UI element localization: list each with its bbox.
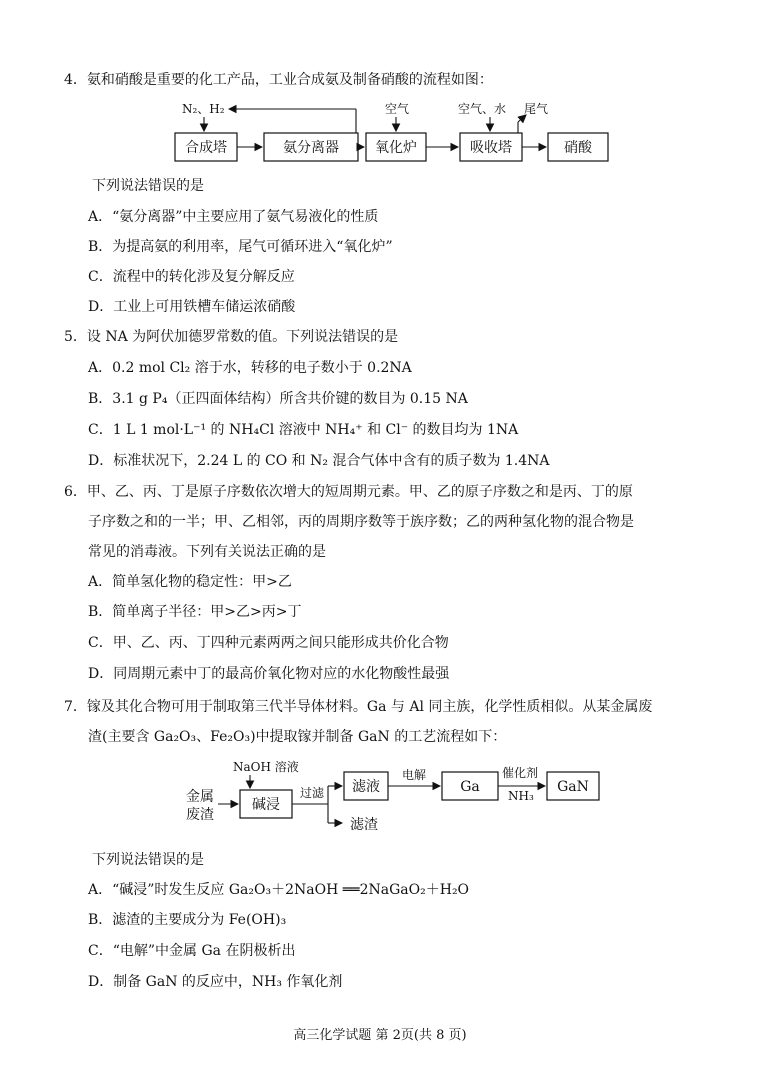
- q4-tail-label: 尾气: [524, 102, 549, 116]
- q4-option-d: D．工业上可用铁槽车储运浓硝酸: [88, 299, 296, 315]
- q7-stem-line-2: 渣(主要含 Ga₂O₃、Fe₂O₃)中提取镓并制备 GaN 的工艺流程如下：: [88, 729, 507, 745]
- q7-residue-label: 滤渣: [350, 817, 378, 833]
- q5-option-a: A．0.2 mol Cl₂ 溶于水，转移的电子数小于 0.2NA: [88, 360, 412, 376]
- q5-stem: 5．设 NA 为阿伏加德罗常数的值。下列说法错误的是: [64, 329, 399, 345]
- page-footer: 高三化学试题 第 2页(共 8 页): [293, 1028, 467, 1043]
- q6-option-a: A．简单氢化物的稳定性：甲>乙: [88, 574, 292, 590]
- q7-option-c: C．“电解”中金属 Ga 在阴极析出: [88, 943, 296, 959]
- q4-box-nitric-label: 硝酸: [564, 140, 592, 156]
- q7-elec-label: 电解: [402, 768, 427, 782]
- q7-stem-line-1: 7．镓及其化合物可用于制取第三代半导体材料。Ga 与 Al 同主族，化学性质相似。从某金属废: [64, 699, 653, 715]
- q5-option-b: B．3.1 g P₄（正四面体结构）所含共价键的数目为 0.15 NA: [88, 391, 468, 407]
- q4-box-absorber-label: 吸收塔: [470, 140, 512, 156]
- q7-option-b: B．滤渣的主要成分为 Fe(OH)₃: [88, 912, 287, 928]
- q7-filter-label: 过滤: [300, 786, 325, 800]
- q7-nh3-label: NH₃: [508, 789, 534, 803]
- q4-input-label: N₂、H₂: [182, 102, 225, 116]
- q7-box-leach-label: 碱浸: [252, 797, 280, 813]
- q4-stem: 4．氨和硝酸是重要的化工产品，工业合成氨及制备硝酸的流程如图：: [64, 72, 493, 88]
- q4-box-separator-label: 氨分离器: [283, 140, 339, 156]
- q7-reagent-label: NaOH 溶液: [233, 760, 299, 774]
- q7-box-gan-label: GaN: [557, 779, 589, 795]
- q7-catalyst-label: 催化剂: [502, 766, 539, 780]
- q4-option-b: B．为提高氨的利用率，尾气可循环进入“氧化炉”: [88, 239, 393, 255]
- q4-box-oxidizer-label: 氧化炉: [375, 140, 417, 156]
- q6-option-d: D．同周期元素中丁的最高价氧化物对应的水化物酸性最强: [88, 666, 450, 682]
- q7-source-line-1: 金属: [186, 789, 214, 805]
- q7-option-d: D．制备 GaN 的反应中，NH₃ 作氧化剂: [88, 974, 343, 990]
- q7-box-filtrate-label: 滤液: [352, 779, 380, 795]
- q7-question: 下列说法错误的是: [92, 852, 204, 868]
- q7-source-line-2: 废渣: [186, 807, 214, 823]
- q4-air2-label: 空气、水: [458, 102, 507, 116]
- q6-option-b: B．简单离子半径：甲>乙>丙>丁: [88, 604, 302, 620]
- q5-option-d: D．标准状况下，2.24 L 的 CO 和 N₂ 混合气体中含有的质子数为 1.4NA: [88, 453, 550, 469]
- q5-option-c: C．1 L 1 mol·L⁻¹ 的 NH₄Cl 溶液中 NH₄⁺ 和 Cl⁻ 的数目均为 1NA: [88, 422, 519, 438]
- q6-stem-line-3: 常见的消毒液。下列有关说法正确的是: [88, 544, 326, 560]
- q6-stem-line-2: 子序数之和的一半；甲、乙相邻，丙的周期序数等于族序数；乙的两种氢化物的混合物是: [88, 514, 634, 530]
- q6-stem-line-1: 6．甲、乙、丙、丁是原子序数依次增大的短周期元素。甲、乙的原子序数之和是丙、丁的原: [64, 484, 633, 500]
- q6-option-c: C．甲、乙、丙、丁四种元素两两之间只能形成共价化合物: [88, 635, 449, 651]
- q4-question: 下列说法错误的是: [92, 178, 204, 194]
- q4-option-a: A．“氨分离器”中主要应用了氨气易液化的性质: [88, 209, 379, 225]
- q4-air1-label: 空气: [385, 102, 410, 116]
- q4-option-c: C．流程中的转化涉及复分解反应: [88, 269, 295, 285]
- q7-option-a: A．“碱浸”时发生反应 Ga₂O₃＋2NaOH ══2NaGaO₂＋H₂O: [88, 882, 470, 898]
- q7-box-ga-label: Ga: [460, 779, 480, 795]
- q4-box-synthesis-label: 合成塔: [185, 140, 227, 156]
